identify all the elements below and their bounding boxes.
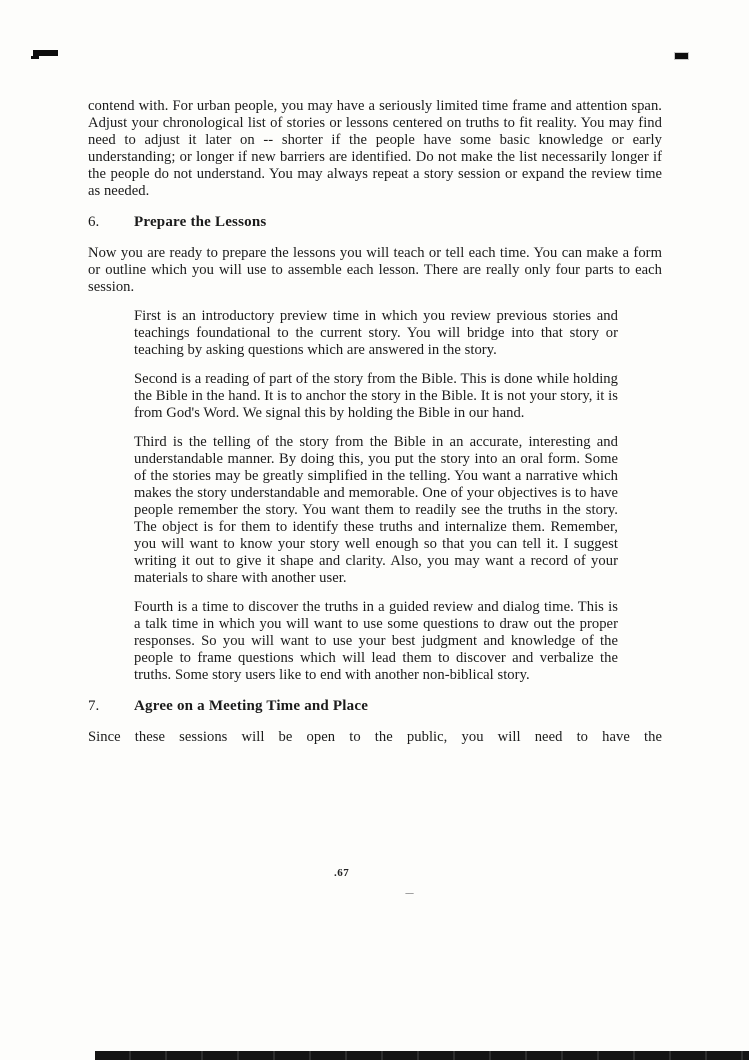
section-7-number: 7. bbox=[88, 698, 100, 714]
scan-artifact-bottom-bar bbox=[95, 1051, 749, 1060]
paragraph-section7-lead: Since these sessions will be open to the public, you will need to have the bbox=[88, 729, 662, 745]
paragraph-part-fourth: Fourth is a time to discover the truths in a guided review and dialog time. This is a talk time in which you will want to use some questions to draw out the proper responses. So you will want to use your best judgment and knowledge of the people to frame questions which will lead them to discover and verbalize the truths. Some story users like to end with another non-biblical story. bbox=[134, 599, 618, 683]
paragraph-section6-lead: Now you are ready to prepare the lessons you will teach or tell each time. You can make a form or outline which you will use to assemble each lesson. There are really only four parts to each session. bbox=[88, 245, 662, 295]
paragraph-part-first: First is an introductory preview time in which you review previous stories and teachings foundational to the current story. You will bridge into that story or teaching by asking questions which are answered in the story. bbox=[134, 308, 618, 358]
page-number: .67 bbox=[334, 867, 350, 879]
section-6-title: Prepare the Lessons bbox=[134, 214, 267, 230]
scan-artifact-top-right-mark bbox=[675, 53, 688, 59]
footer-dash-mark: --- bbox=[405, 887, 413, 899]
paragraph-part-second: Second is a reading of part of the story from the Bible. This is done while holding the Bible in the hand. It is to anchor the story in the Bible. It is not your story, it is from God's Word. We signal this by holding the Bible in our hand. bbox=[134, 371, 618, 421]
paragraph-intro: contend with. For urban people, you may have a seriously limited time frame and attention span. Adjust your chronological list of stories or lessons centered on truths to fit reality. You may find need to adjust it later on -- shorter if the people have some basic knowledge or early understanding; or longer if new barriers are identified. Do not make the list necessarily longer if the people do not understand. You may always repeat a story session or expand the review time as needed. bbox=[88, 98, 662, 199]
section-6-heading bbox=[88, 214, 662, 231]
section-7-heading bbox=[88, 698, 662, 715]
paragraph-part-third: Third is the telling of the story from the Bible in an accurate, interesting and understandable manner. By doing this, you put the story into an oral form. Some of the stories may be greatly simplified in the telling. You want a narrative which makes the story understandable and memorable. One of your objectives is to have people remember the story. You want them to readily see the truths in the story. The object is for them to identify these truths and internalize them. Remember, you will want to know your story well enough so that you can tell it. I suggest writing it out to give it shape and clarity. Also, you may want a record of your materials to share with another user. bbox=[134, 434, 618, 586]
section-7-title: Agree on a Meeting Time and Place bbox=[134, 698, 369, 714]
section-6-number: 6. bbox=[88, 214, 100, 230]
scan-artifact-top-left-mark bbox=[33, 50, 58, 56]
text-block bbox=[88, 98, 662, 758]
